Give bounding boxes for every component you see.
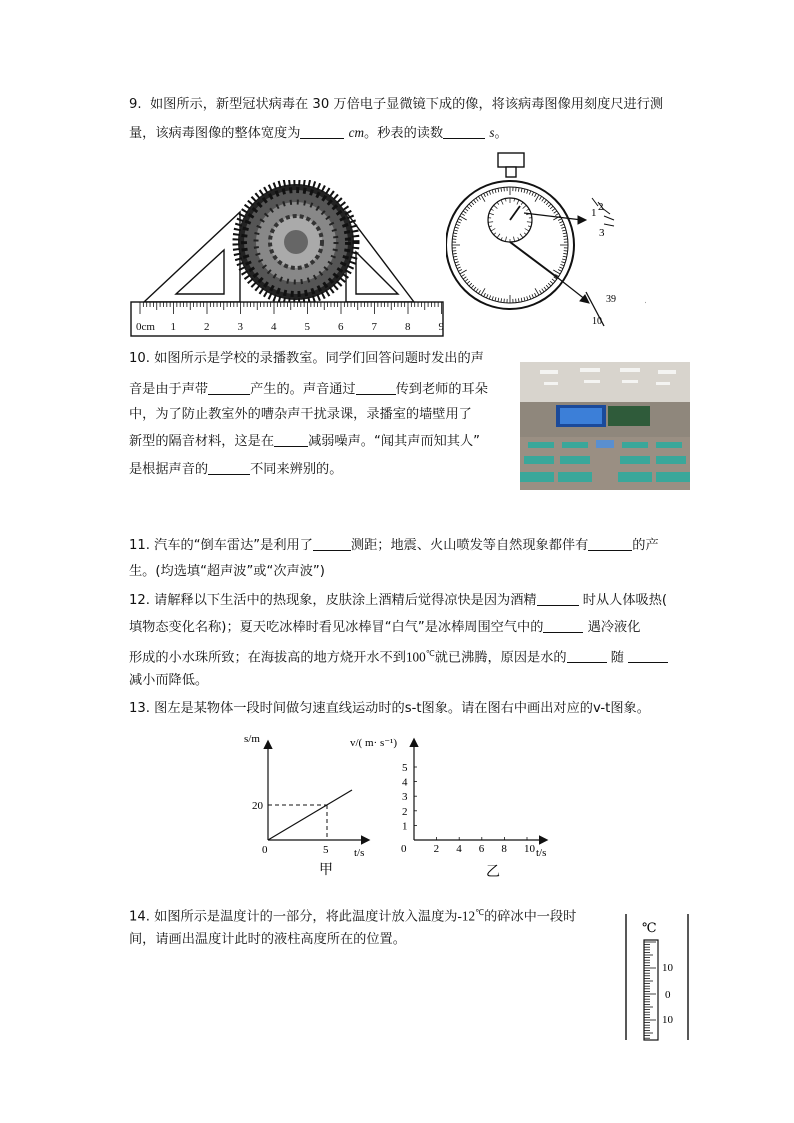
q11-line2: 生。(均选填“超声波”或“次声波”)	[129, 564, 325, 579]
answer-blank[interactable]	[588, 536, 632, 551]
virus-ruler-figure	[128, 180, 448, 340]
y-tick-label: 1	[402, 820, 408, 833]
q12-line1: 12. 请解释以下生活中的热现象，皮肤涂上酒精后觉得凉快是因为酒精 时从人体吸热(	[129, 593, 668, 608]
watch-label: 3	[599, 227, 605, 239]
answer-blank[interactable]	[628, 648, 668, 663]
figure-caption: 甲	[319, 863, 333, 878]
q13-line1: 13. 图左是某物体一段时间做匀速直线运动时的s-t图象。请在图右中画出对应的v-t图象。	[129, 701, 650, 716]
x-tick-label: 5	[323, 844, 329, 856]
x-axis-label: t/s	[536, 847, 547, 859]
watch-label: 10	[592, 316, 602, 327]
q10-line2: 音是由于声带 产生的。声音通过 传到老师的耳朵	[129, 382, 488, 397]
q12-line3: 形成的小水珠所致；在海拔高的地方烧开水不到100℃就已沸腾，原因是水的 随	[129, 645, 668, 667]
origin-label: 0	[401, 843, 407, 855]
thermometer-figure	[620, 910, 696, 1042]
answer-blank[interactable]	[567, 648, 607, 663]
q11-line1: 11. 汽车的“倒车雷达”是利用了 测距；地震、火山喷发等自然现象都伴有 的产	[129, 538, 659, 553]
y-tick-label: 2	[402, 805, 408, 818]
answer-blank[interactable]	[274, 432, 308, 447]
watch-label: 39	[606, 294, 616, 305]
answer-blank[interactable]	[208, 380, 250, 395]
q12-line4: 减小而降低。	[129, 673, 209, 688]
answer-blank[interactable]	[313, 536, 351, 551]
watch-label: 1	[591, 207, 597, 219]
x-tick-label: 10	[524, 843, 535, 855]
answer-blank[interactable]	[443, 124, 485, 139]
ruler-label: 6	[338, 321, 344, 333]
v-t-graph	[346, 728, 556, 880]
answer-blank[interactable]	[300, 124, 344, 139]
answer-blank[interactable]	[543, 618, 583, 633]
y-tick-label: 5	[402, 762, 408, 774]
q9-number: 9.	[129, 97, 142, 112]
x-axis-label: t/s	[354, 847, 365, 859]
s-t-line	[268, 790, 352, 840]
ruler-label: 2	[204, 321, 210, 333]
q9-line2: 量，该病毒图像的整体宽度为 cm。秒表的读数 s。	[129, 125, 508, 141]
left-set-square	[144, 212, 240, 302]
celsius-unit-label: ℃	[642, 920, 657, 935]
scale-label: 10	[662, 1014, 673, 1026]
q10-line1: 10. 如图所示是学校的录播教室。同学们回答问题时发出的声	[129, 351, 484, 366]
ruler-label: 3	[237, 321, 243, 333]
watch-label: 2	[598, 201, 604, 213]
q14-line1: 14. 如图所示是温度计的一部分，将此温度计放入温度为-12℃的碎冰中一段时	[129, 908, 577, 925]
y-axis-label: s/m	[244, 733, 260, 745]
ruler-label: 4	[271, 321, 277, 333]
q10-line5: 是根据声音的 不同来辨别的。	[129, 462, 343, 477]
q9-line1: 9. 如图所示，新型冠状病毒在 30 万倍电子显微镜下成的像，将该病毒图像用刻度尺进行测	[129, 97, 664, 112]
x-tick-label: 2	[433, 843, 440, 855]
y-tick-label: 4	[402, 776, 408, 789]
origin-label: 0	[262, 844, 268, 856]
q12-line2: 填物态变化名称)；夏天吃冰棒时看见冰棒冒“白气”是冰棒周围空气中的 遇冷液化	[129, 620, 641, 635]
ruler-label: 1	[170, 321, 176, 333]
stopwatch-body	[446, 153, 574, 309]
y-tick-label: 3	[402, 791, 408, 804]
q10-line4: 新型的隔音材料，这是在 减弱噪声。“闻其声而知其人”	[129, 434, 480, 449]
virus-image	[236, 182, 356, 302]
scale-label: 0	[665, 989, 671, 1001]
y-tick-label: 20	[252, 800, 263, 812]
q10-line3: 中，为了防止教室外的嘈杂声干扰录课，录播室的墙壁用了	[129, 407, 472, 422]
y-axis-label: v/( m· s⁻¹)	[350, 737, 397, 749]
ruler-label: 5	[304, 321, 310, 333]
ruler	[131, 302, 445, 336]
ruler-label: 9	[438, 321, 444, 333]
x-tick-label: 8	[501, 843, 507, 855]
ruler-label: 7	[371, 321, 377, 333]
stopwatch-figure	[446, 150, 646, 345]
classroom-photo	[520, 362, 690, 490]
answer-blank[interactable]	[356, 380, 396, 395]
figure-caption: 乙	[486, 865, 500, 880]
ruler-label: 0cm	[136, 321, 155, 333]
x-tick-label: 4	[456, 843, 462, 855]
answer-blank[interactable]	[208, 460, 250, 475]
x-tick-label: 6	[478, 843, 485, 855]
ruler-label: 8	[405, 321, 411, 333]
answer-blank[interactable]	[537, 591, 579, 606]
q14-line2: 间，请画出温度计此时的液柱高度所在的位置。	[129, 932, 406, 947]
scale-label: 10	[662, 962, 673, 974]
